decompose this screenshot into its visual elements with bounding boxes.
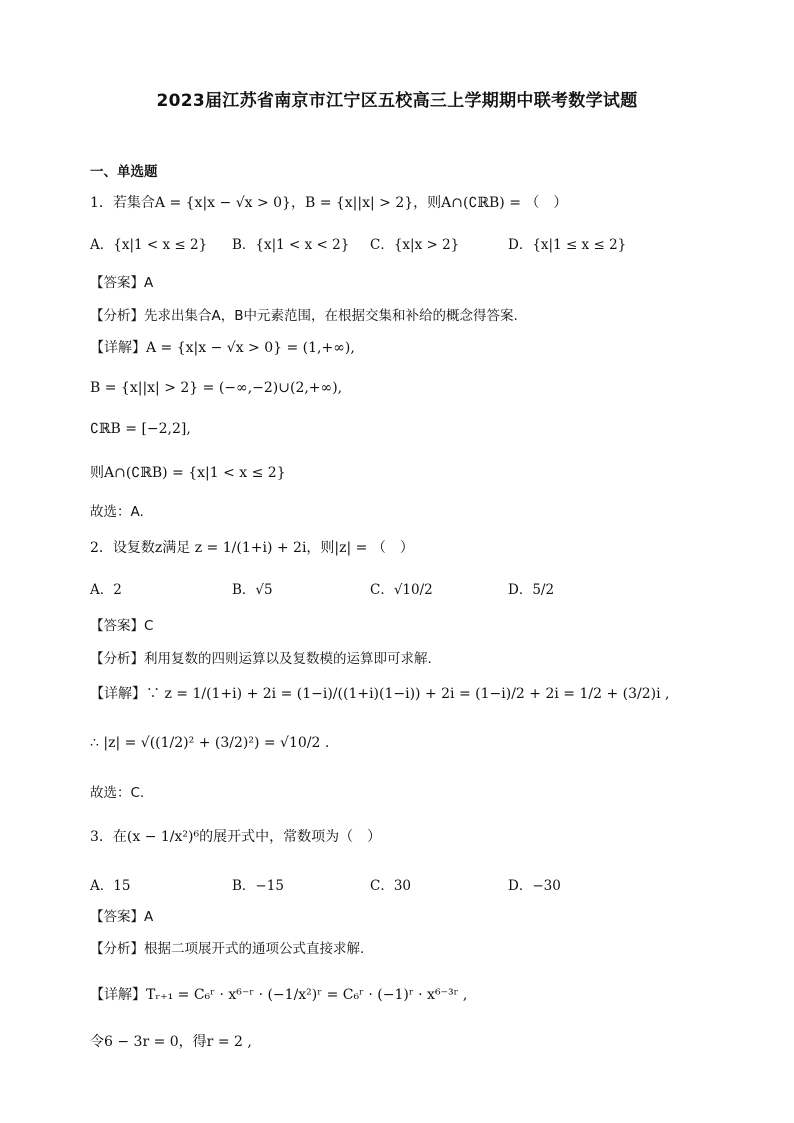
q3-option-a: A．15: [90, 878, 131, 894]
q2-detail-line-2: ∴ |z| = √((1/2)² + (3/2)²) = √10/2 .: [90, 735, 330, 751]
q1-option-b: B．{x|1 < x < 2}: [232, 237, 350, 253]
q3-detail-line-1: 【详解】Tᵣ₊₁ = C₆ʳ · x⁶⁻ʳ · (−1/x²)ʳ = C₆ʳ · (−1)ʳ · x⁶⁻³ʳ ,: [90, 987, 468, 1003]
q2-option-c: C．√10/2: [370, 582, 433, 598]
q1-stem: 1．若集合A = {x|x − √x > 0}，B = {x||x| > 2}，则A∩(∁ℝB) = （ ）: [90, 195, 568, 211]
q1-detail-line-3: ∁ℝB = [−2,2],: [90, 421, 191, 437]
q1-answer: 【答案】A: [90, 275, 154, 291]
q3-option-b: B．−15: [232, 878, 284, 894]
q1-conclusion: 故选：A.: [90, 504, 144, 520]
q3-option-d: D．−30: [508, 878, 561, 894]
q2-conclusion: 故选：C.: [90, 785, 145, 801]
q2-option-a: A．2: [90, 582, 122, 598]
q1-analysis: 【分析】先求出集合A，B中元素范围，在根据交集和补给的概念得答案.: [90, 308, 518, 324]
page-title: 2023届江苏省南京市江宁区五校高三上学期期中联考数学试题: [156, 91, 638, 111]
q3-answer: 【答案】A: [90, 909, 154, 925]
q3-option-c: C．30: [370, 878, 412, 894]
q2-option-b: B．√5: [232, 582, 273, 598]
q3-stem: 3．在(x − 1/x²)⁶的展开式中，常数项为（ ）: [90, 829, 382, 845]
q2-analysis: 【分析】利用复数的四则运算以及复数模的运算即可求解.: [90, 651, 432, 667]
q2-detail-line-1: 【详解】∵ z = 1/(1+i) + 2i = (1−i)/((1+i)(1−i)) + 2i = (1−i)/2 + 2i = 1/2 + (3/2)i ,: [90, 686, 670, 702]
q2-option-d: D．5/2: [508, 582, 555, 598]
q2-stem: 2．设复数z满足 z = 1/(1+i) + 2i，则|z| = （ ）: [90, 540, 414, 556]
q2-answer: 【答案】C: [90, 618, 154, 634]
q1-detail-line-1: 【详解】A = {x|x − √x > 0} = (1,+∞),: [90, 340, 355, 356]
q1-detail-line-4: 则A∩(∁ℝB) = {x|1 < x ≤ 2}: [90, 465, 286, 481]
q1-detail-line-2: B = {x||x| > 2} = (−∞,−2)∪(2,+∞),: [90, 380, 343, 396]
section-heading: 一、单选题: [90, 164, 158, 180]
q3-analysis: 【分析】根据二项展开式的通项公式直接求解.: [90, 941, 365, 957]
q1-option-d: D．{x|1 ≤ x ≤ 2}: [508, 237, 627, 253]
q1-option-a: A．{x|1 < x ≤ 2}: [90, 237, 208, 253]
q1-option-c: C．{x|x > 2}: [370, 237, 460, 253]
q3-detail-line-2: 令6 − 3r = 0，得r = 2 ,: [90, 1034, 252, 1050]
